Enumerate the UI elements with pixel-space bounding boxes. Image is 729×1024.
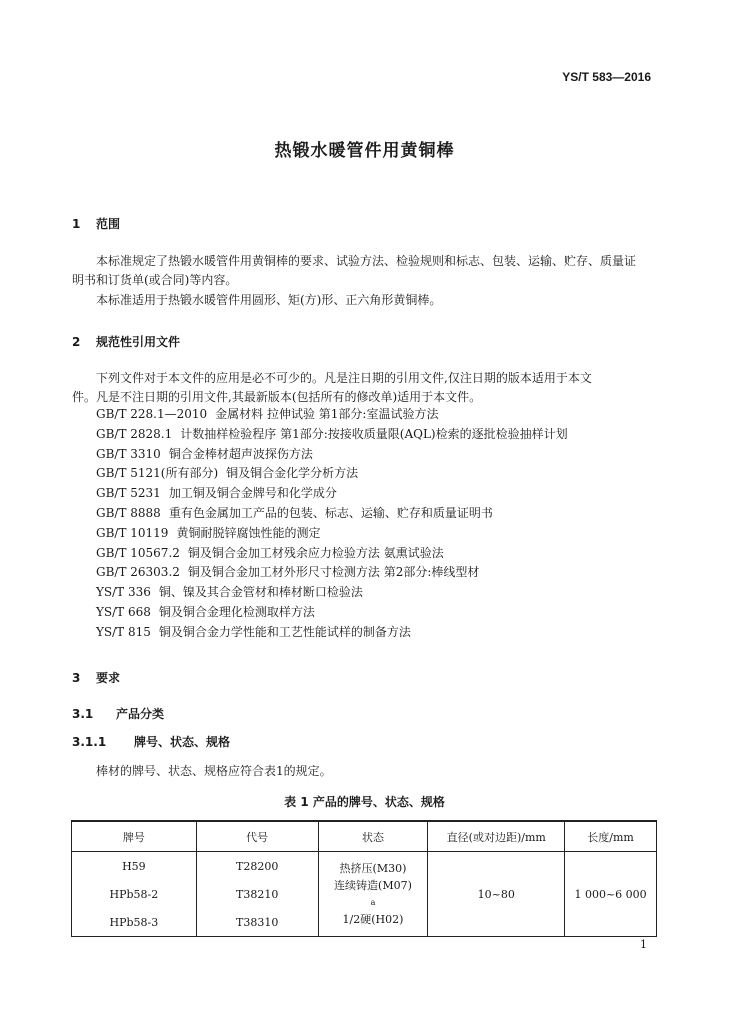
- reference-item: [96, 563, 568, 583]
- section-number: 3.1.1: [72, 735, 107, 749]
- grade-cell: HPb58-2: [72, 880, 197, 908]
- state-value: 连续铸造(M07) a: [319, 877, 428, 911]
- section-title: 范围: [96, 217, 121, 231]
- standard-code: YS/T 583—2016: [562, 70, 651, 84]
- section-title: 要求: [96, 671, 121, 685]
- code-cell: T38310: [196, 908, 318, 937]
- reference-item: [96, 504, 568, 524]
- column-header: 直径(或对边距)/mm: [428, 821, 565, 852]
- state-value: 热挤压(M30): [339, 862, 407, 875]
- grade-cell: HPb58-3: [72, 908, 197, 937]
- reference-item: [96, 484, 568, 504]
- paragraph: 本标准规定了热锻水暖管件用黄铜棒的要求、试验方法、检验规则和标志、包装、运输、贮存、质量证: [96, 254, 637, 268]
- reference-item: [96, 623, 568, 643]
- table-caption: 表 1 产品的牌号、状态、规格: [284, 795, 445, 809]
- section-title: 牌号、状态、规格: [134, 735, 231, 749]
- reference-title: 加工铜及铜合金牌号和化学成分: [168, 486, 337, 501]
- column-header: 代号: [196, 821, 318, 852]
- paragraph: 棒材的牌号、状态、规格应符合表1的规定。: [96, 764, 332, 778]
- column-header: 牌号: [72, 821, 197, 852]
- reference-item: [96, 464, 568, 484]
- product-table: [71, 820, 657, 937]
- reference-title: 铜及铜合金理化检测取样方法: [158, 604, 315, 619]
- paragraph: 明书和订货单(或合同)等内容。: [72, 273, 238, 287]
- code-cell: T28200: [196, 852, 318, 881]
- reference-title: 计数抽样检验程序 第1部分:按接收质量限(AQL)检索的逐批检验抽样计划: [180, 426, 568, 441]
- column-header: 长度/mm: [565, 821, 657, 852]
- section-3-heading: [72, 669, 120, 686]
- paragraph: 件。凡是不注日期的引用文件,其最新版本(包括所有的修改单)适用于本文件。: [72, 390, 482, 404]
- reference-code: YS/T 668: [96, 604, 151, 619]
- paragraph: 下列文件对于本文件的应用是必不可少的。凡是注日期的引用文件,仅注日期的版本适用于本文: [96, 371, 592, 385]
- normative-references-list: [96, 405, 568, 643]
- reference-title: 金属材料 拉伸试验 第1部分:室温试验方法: [215, 407, 439, 421]
- reference-item: [96, 603, 568, 623]
- section-1-heading: [72, 215, 120, 232]
- code-cell: T38210: [196, 880, 318, 908]
- reference-code: GB/T 8888: [96, 505, 161, 520]
- state-cell: [318, 852, 428, 937]
- reference-item: [96, 445, 568, 465]
- section-number: 2: [72, 335, 81, 349]
- state-value: 1/2硬(H02): [342, 913, 404, 926]
- reference-code: GB/T 26303.2: [96, 565, 180, 580]
- reference-item: [96, 524, 568, 544]
- section-3-1-1-heading: [72, 733, 230, 750]
- reference-item: [96, 405, 568, 425]
- reference-code: GB/T 228.1—2010: [96, 407, 208, 421]
- column-header: 状态: [318, 821, 428, 852]
- section-number: 3.1: [72, 707, 94, 721]
- reference-title: 铜合金棒材超声波探伤方法: [168, 446, 313, 461]
- reference-title: 铜及铜合金化学分析方法: [226, 466, 359, 481]
- document-title: 热锻水暖管件用黄铜棒: [274, 141, 455, 161]
- table-row: [72, 852, 657, 881]
- section-3-1-heading: [72, 705, 164, 722]
- reference-item: [96, 544, 568, 564]
- reference-code: GB/T 5231: [96, 486, 161, 501]
- reference-title: 铜、镍及其合金管材和棒材断口检验法: [158, 585, 363, 600]
- reference-code: GB/T 2828.1: [96, 426, 173, 441]
- section-2-heading: [72, 333, 180, 350]
- reference-code: YS/T 815: [96, 624, 151, 639]
- reference-code: GB/T 3310: [96, 446, 161, 461]
- reference-code: GB/T 5121(所有部分): [96, 466, 219, 481]
- reference-item: [96, 425, 568, 445]
- reference-code: GB/T 10567.2: [96, 545, 180, 560]
- reference-code: YS/T 336: [96, 585, 151, 600]
- grade-cell: H59: [72, 852, 197, 881]
- table-header-row: [72, 821, 657, 852]
- section-number: 3: [72, 671, 81, 685]
- footnote-mark: a: [370, 898, 376, 907]
- reference-item: [96, 583, 568, 603]
- length-cell: 1 000~6 000: [565, 852, 657, 937]
- reference-code: GB/T 10119: [96, 525, 169, 540]
- reference-title: 铜及铜合金加工材外形尺寸检测方法 第2部分:棒线型材: [187, 565, 480, 580]
- diameter-cell: 10~80: [428, 852, 565, 937]
- section-title: 规范性引用文件: [96, 335, 181, 349]
- reference-title: 铜及铜合金加工材残余应力检验方法 氨熏试验法: [187, 545, 444, 560]
- section-number: 1: [72, 217, 81, 231]
- paragraph: 本标准适用于热锻水暖管件用圆形、矩(方)形、正六角形黄铜棒。: [96, 293, 442, 307]
- reference-title: 铜及铜合金力学性能和工艺性能试样的制备方法: [158, 624, 411, 639]
- reference-title: 黄铜耐脱锌腐蚀性能的测定: [176, 525, 321, 540]
- page-number: 1: [640, 938, 647, 951]
- reference-title: 重有色金属加工产品的包装、标志、运输、贮存和质量证明书: [168, 505, 493, 520]
- section-title: 产品分类: [116, 707, 165, 721]
